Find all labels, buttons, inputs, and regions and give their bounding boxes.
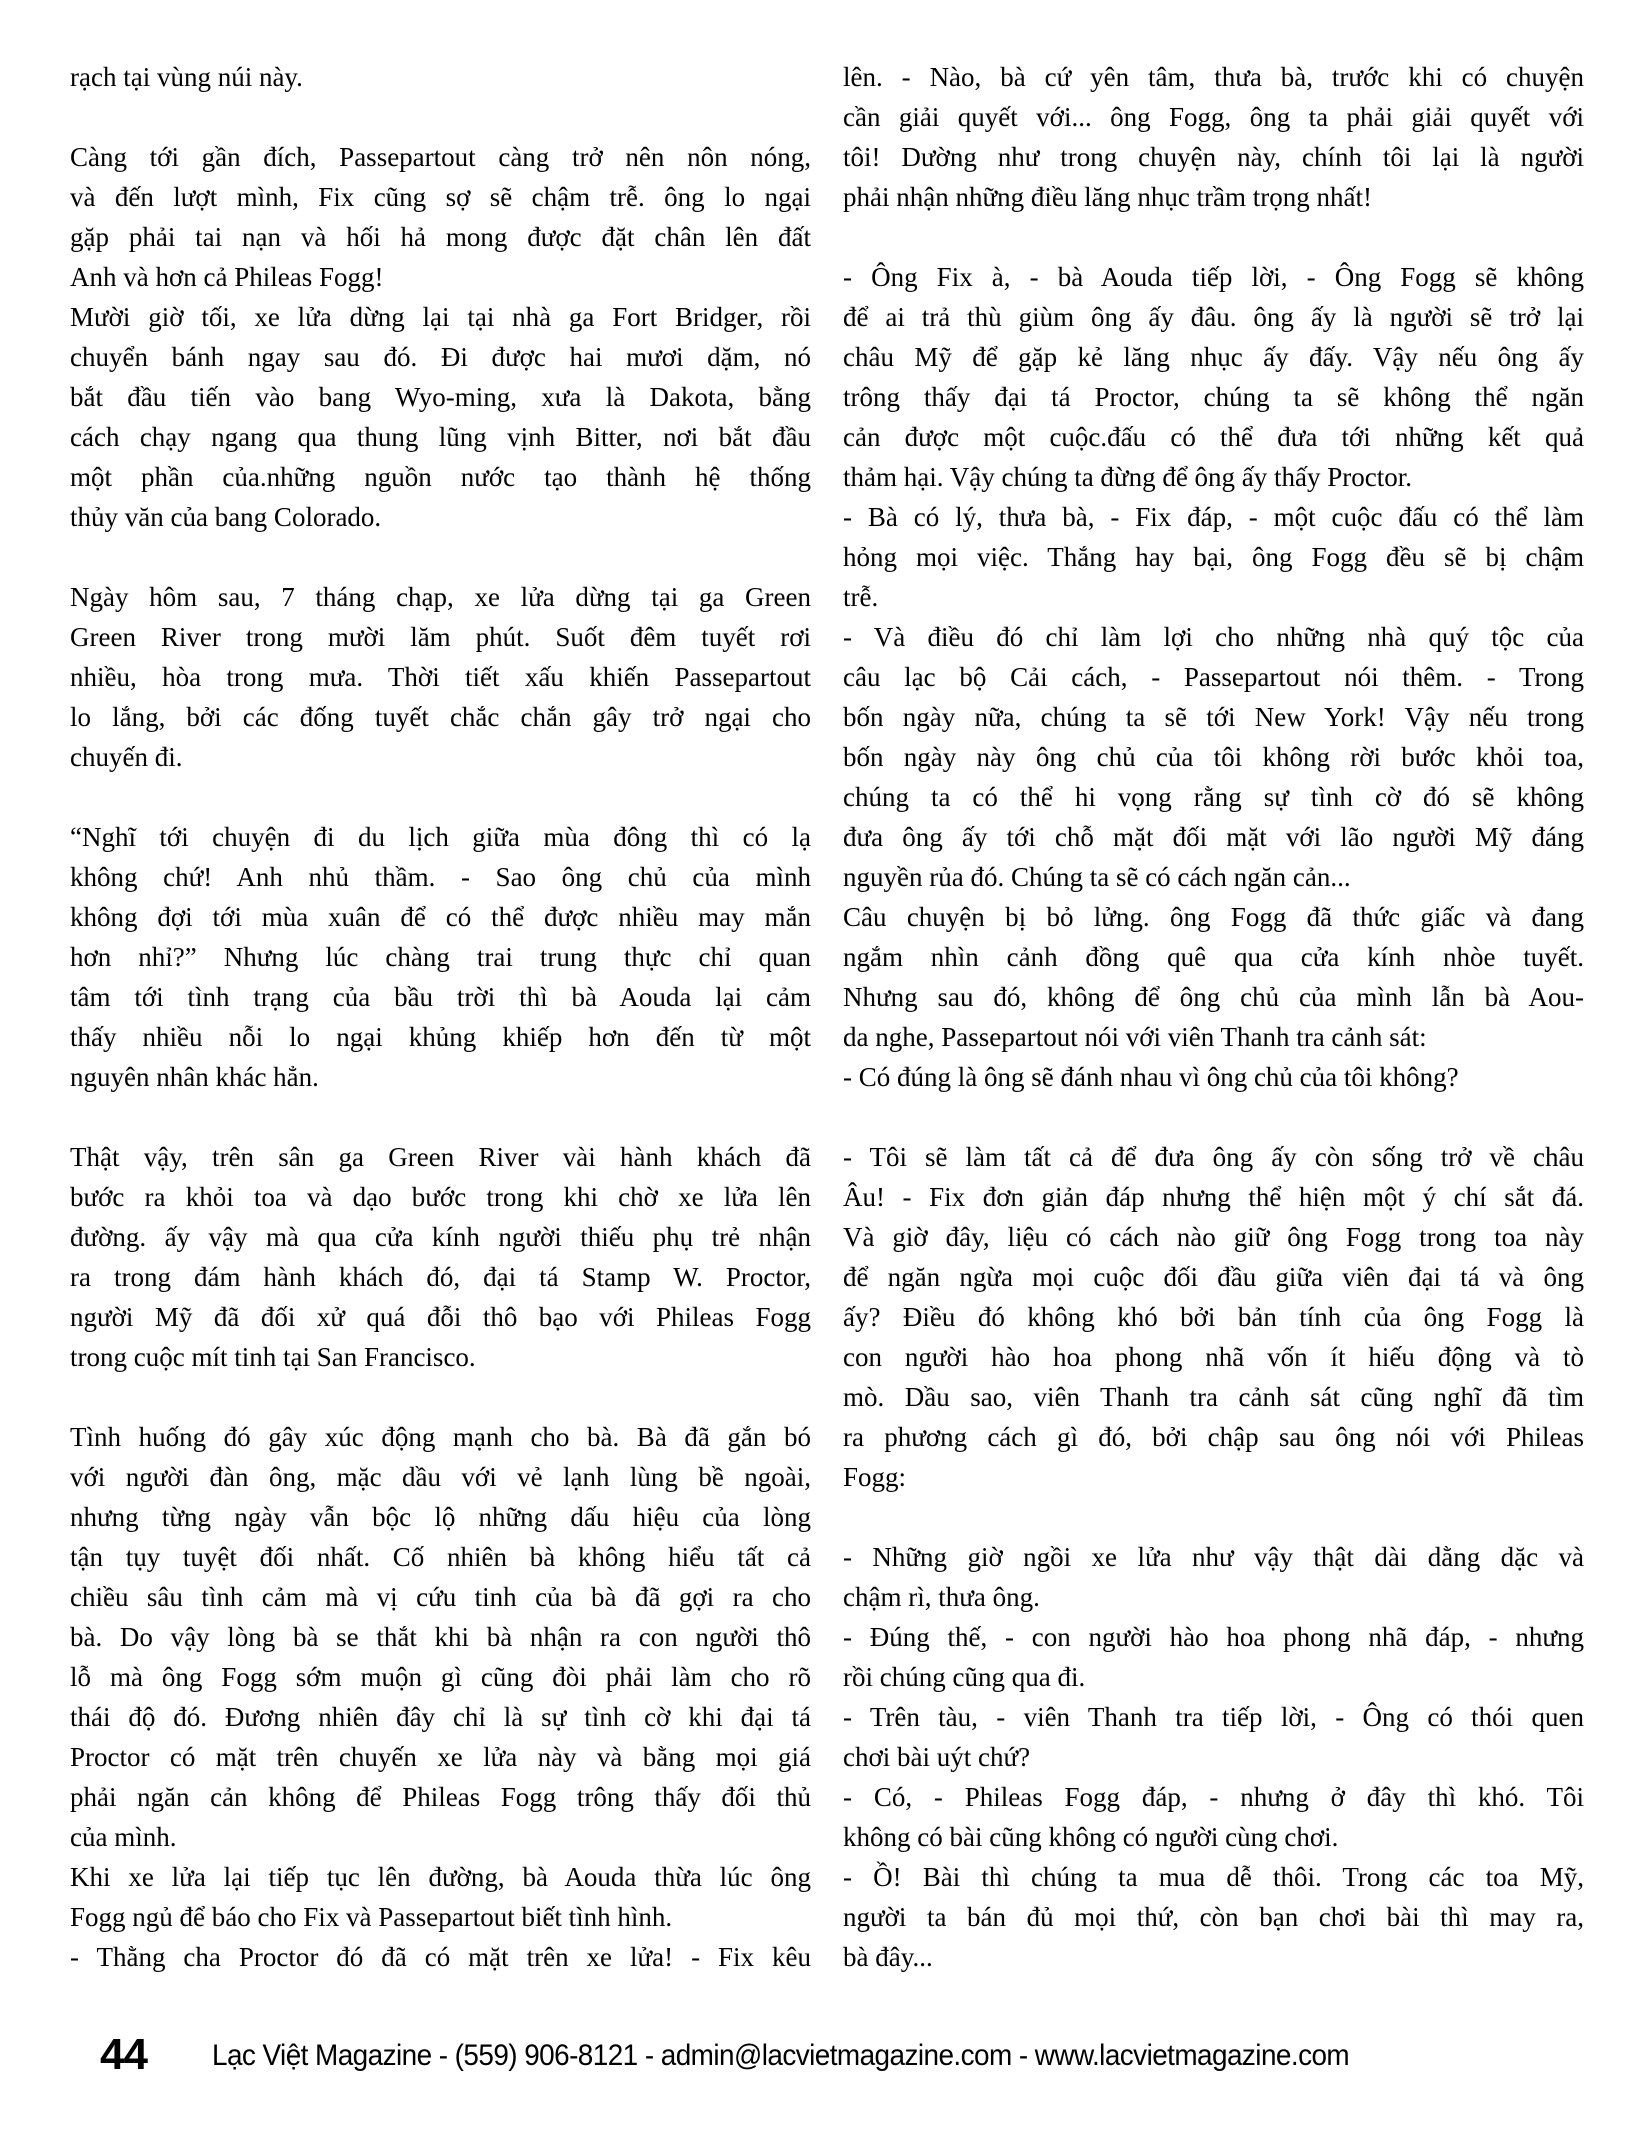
paragraph-gap bbox=[70, 537, 811, 577]
text-line: lo lắng, bởi các đống tuyết chắc chắn gây trở ngại cho bbox=[70, 702, 811, 732]
text-line: - Ồ! Bài thì chúng ta mua dễ thôi. Trong các toa Mỹ, bbox=[843, 1862, 1584, 1892]
text-line: ấy? Điều đó không khó bởi bản tính của ông Fogg là bbox=[843, 1302, 1584, 1332]
text-line: mò. Dầu sao, viên Thanh tra cảnh sát cũng nghĩ đã tìm bbox=[843, 1382, 1584, 1412]
text-line: - Đúng thế, - con người hào hoa phong nhã đáp, - nhưng bbox=[843, 1622, 1584, 1652]
text-line: da nghe, Passepartout nói với viên Thanh tra cảnh sát: bbox=[843, 1022, 1427, 1052]
text-line: thấy nhiều nỗi lo ngại khủng khiếp hơn đến từ một bbox=[70, 1022, 811, 1052]
text-line: Thật vậy, trên sân ga Green River vài hành khách đã bbox=[70, 1142, 811, 1172]
text-line: rạch tại vùng núi này. bbox=[70, 62, 303, 92]
text-line: hỏng mọi việc. Thắng hay bại, ông Fogg đều sẽ bị chậm bbox=[843, 542, 1584, 572]
text-line: gặp phải tai nạn và hối hả mong được đặt chân lên đất bbox=[70, 222, 811, 252]
text-line: để ai trả thù giùm ông ấy đâu. ông ấy là người sẽ trở lại bbox=[843, 302, 1584, 332]
text-line: Proctor có mặt trên chuyến xe lửa này và bằng mọi giá bbox=[70, 1742, 811, 1772]
text-line: bốn ngày này ông chủ của tôi không rời bước khỏi toa, bbox=[843, 742, 1584, 772]
text-line: - Và điều đó chỉ làm lợi cho những nhà quý tộc của bbox=[843, 622, 1584, 652]
footer-info: Lạc Việt Magazine - (559) 906-8121 - admin@lacvietmagazine.com - www.lacvietmagazine.com bbox=[212, 2039, 1350, 2072]
text-line: nhiều, hòa trong mưa. Thời tiết xấu khiến Passepartout bbox=[70, 662, 811, 692]
text-line: nguyên nhân khác hẳn. bbox=[70, 1062, 319, 1092]
text-column-left bbox=[70, 57, 811, 1977]
text-line: đưa ông ấy tới chỗ mặt đối mặt với lão người Mỹ đáng bbox=[843, 822, 1584, 852]
text-line: thủy văn của bang Colorado. bbox=[70, 502, 382, 532]
text-line: Green River trong mười lăm phút. Suốt đêm tuyết rơi bbox=[70, 622, 811, 652]
paragraph-gap bbox=[70, 777, 811, 817]
text-line: tận tụy tuyệt đối nhất. Cố nhiên bà không hiểu tất cả bbox=[70, 1542, 811, 1572]
text-line: - Có đúng là ông sẽ đánh nhau vì ông chủ của tôi không? bbox=[843, 1062, 1459, 1092]
text-line: thái độ đó. Đương nhiên đây chỉ là sự tình cờ khi đại tá bbox=[70, 1702, 811, 1732]
text-line: bắt đầu tiến vào bang Wyo-ming, xưa là Dakota, bằng bbox=[70, 382, 811, 412]
text-line: hơn nhỉ?” Nhưng lúc chàng trai trung thực chỉ quan bbox=[70, 942, 811, 972]
text-line: tôi! Dường như trong chuyện này, chính tôi lại là người bbox=[843, 142, 1584, 172]
text-line: chuyến đi. bbox=[70, 742, 183, 772]
text-line: Tình huống đó gây xúc động mạnh cho bà. Bà đã gắn bó bbox=[70, 1422, 811, 1452]
paragraph-gap bbox=[70, 1377, 811, 1417]
text-line: châu Mỹ để gặp kẻ lăng nhục ấy đấy. Vậy nếu ông ấy bbox=[843, 342, 1584, 372]
text-line: Khi xe lửa lại tiếp tục lên đường, bà Aouda thừa lúc ông bbox=[70, 1862, 811, 1892]
text-line: của mình. bbox=[70, 1822, 177, 1852]
text-line: - Tôi sẽ làm tất cả để đưa ông ấy còn sống trở về châu bbox=[843, 1142, 1584, 1172]
text-line: thảm hại. Vậy chúng ta đừng để ông ấy thấy Proctor. bbox=[843, 462, 1413, 492]
paragraph-gap bbox=[70, 1097, 811, 1137]
paragraph-gap bbox=[843, 1097, 1584, 1137]
text-line: trễ. bbox=[843, 582, 879, 612]
text-line: - Có, - Phileas Fogg đáp, - nhưng ở đây thì khó. Tôi bbox=[843, 1782, 1584, 1812]
text-line: không chứ! Anh nhủ thầm. - Sao ông chủ của mình bbox=[70, 862, 811, 892]
text-line: chiều sâu tình cảm mà vị cứu tinh của bà đã gợi ra cho bbox=[70, 1582, 811, 1612]
text-line: và đến lượt mình, Fix cũng sợ sẽ chậm trễ. ông lo ngại bbox=[70, 182, 811, 212]
text-line: Fogg ngủ để báo cho Fix và Passepartout biết tình hình. bbox=[70, 1902, 673, 1932]
text-line: Fogg: bbox=[843, 1462, 907, 1492]
text-line: không đợi tới mùa xuân để có thể được nhiều may mắn bbox=[70, 902, 811, 932]
text-line: Và giờ đây, liệu có cách nào giữ ông Fogg trong toa này bbox=[843, 1222, 1584, 1252]
text-line: ra phương cách gì đó, bởi chập sau ông nói với Phileas bbox=[843, 1422, 1584, 1452]
text-line: bước ra khỏi toa và dạo bước trong khi chờ xe lửa lên bbox=[70, 1182, 811, 1212]
text-line: cách chạy ngang qua thung lũng vịnh Bitter, nơi bắt đầu bbox=[70, 422, 811, 452]
paragraph-gap bbox=[70, 97, 811, 137]
text-line: trong cuộc mít tinh tại San Francisco. bbox=[70, 1342, 476, 1372]
text-line: Ngày hôm sau, 7 tháng chạp, xe lửa dừng tại ga Green bbox=[70, 582, 811, 612]
text-line: chuyển bánh ngay sau đó. Đi được hai mươi dặm, nó bbox=[70, 342, 811, 372]
text-line: chậm rì, thưa ông. bbox=[843, 1582, 1040, 1612]
text-line: không có bài cũng không có người cùng chơi. bbox=[843, 1822, 1339, 1852]
text-line: bà đây... bbox=[843, 1942, 933, 1972]
text-line: con người hào hoa phong nhã vốn ít hiếu động và tò bbox=[843, 1342, 1584, 1372]
text-column-right bbox=[843, 57, 1584, 1977]
text-line: - Thằng cha Proctor đó đã có mặt trên xe lửa! - Fix kêu bbox=[70, 1942, 811, 1972]
text-line: ngắm nhìn cảnh đồng quê qua cửa kính nhòe tuyết. bbox=[843, 942, 1584, 972]
text-line: Nhưng sau đó, không để ông chủ của mình lẫn bà Aou- bbox=[843, 982, 1584, 1012]
text-line: câu lạc bộ Cải cách, - Passepartout nói thêm. - Trong bbox=[843, 662, 1584, 692]
paragraph-gap bbox=[843, 1497, 1584, 1537]
text-line: rồi chúng cũng qua đi. bbox=[843, 1662, 1086, 1692]
footer-bar bbox=[0, 2026, 1650, 2090]
text-line: ra trong đám hành khách đó, đại tá Stamp W. Proctor, bbox=[70, 1262, 811, 1292]
text-line: Mười giờ tối, xe lửa dừng lại tại nhà ga Fort Bridger, rồi bbox=[70, 302, 811, 332]
text-line: “Nghĩ tới chuyện đi du lịch giữa mùa đông thì có lạ bbox=[70, 822, 811, 852]
text-line: lỗ mà ông Fogg sớm muộn gì cũng đòi phải làm cho rõ bbox=[70, 1662, 811, 1692]
text-line: với người đàn ông, mặc dầu với vẻ lạnh lùng bề ngoài, bbox=[70, 1462, 811, 1492]
text-line: bốn ngày nữa, chúng ta sẽ tới New York! Vậy nếu trong bbox=[843, 702, 1584, 732]
text-line: Âu! - Fix đơn giản đáp nhưng thể hiện một ý chí sắt đá. bbox=[843, 1182, 1584, 1212]
text-line: - Những giờ ngồi xe lửa như vậy thật dài dằng dặc và bbox=[843, 1542, 1584, 1572]
text-line: để ngăn ngừa mọi cuộc đối đầu giữa viên đại tá và ông bbox=[843, 1262, 1584, 1292]
text-line: nhưng từng ngày vẫn bộc lộ những dấu hiệu của lòng bbox=[70, 1502, 811, 1532]
text-line: - Ông Fix à, - bà Aouda tiếp lời, - Ông Fogg sẽ không bbox=[843, 262, 1584, 292]
text-line: đường. ấy vậy mà qua cửa kính người thiếu phụ trẻ nhận bbox=[70, 1222, 811, 1252]
text-line: - Bà có lý, thưa bà, - Fix đáp, - một cuộc đấu có thể làm bbox=[843, 502, 1584, 532]
text-line: trông thấy đại tá Proctor, chúng ta sẽ không thể ngăn bbox=[843, 382, 1584, 412]
text-line: một phần của.những nguồn nước tạo thành hệ thống bbox=[70, 462, 811, 492]
text-line: Càng tới gần đích, Passepartout càng trở nên nôn nóng, bbox=[70, 142, 811, 172]
text-line: người ta bán đủ mọi thứ, còn bạn chơi bài thì may ra, bbox=[843, 1902, 1584, 1932]
text-line: bà. Do vậy lòng bà se thắt khi bà nhận ra con người thô bbox=[70, 1622, 811, 1652]
text-line: tâm tới tình trạng của bầu trời thì bà Aouda lại cảm bbox=[70, 982, 811, 1012]
text-line: chúng ta có thể hi vọng rằng sự tình cờ đó sẽ không bbox=[843, 782, 1584, 812]
text-line: Câu chuyện bị bỏ lửng. ông Fogg đã thức giấc và đang bbox=[843, 902, 1584, 932]
text-line: lên. - Nào, bà cứ yên tâm, thưa bà, trước khi có chuyện bbox=[843, 62, 1584, 92]
text-line: cản được một cuộc.đấu có thể đưa tới những kết quả bbox=[843, 422, 1584, 452]
text-line: phải ngăn cản không để Phileas Fogg trông thấy đối thủ bbox=[70, 1782, 811, 1812]
page-number: 44 bbox=[100, 2030, 147, 2079]
text-line: người Mỹ đã đối xử quá đỗi thô bạo với Phileas Fogg bbox=[70, 1302, 811, 1332]
text-line: cần giải quyết với... ông Fogg, ông ta phải giải quyết với bbox=[843, 102, 1584, 132]
text-line: chơi bài uýt chứ? bbox=[843, 1742, 1031, 1772]
text-line: nguyền rủa đó. Chúng ta sẽ có cách ngăn cản... bbox=[843, 862, 1351, 892]
text-line: - Trên tàu, - viên Thanh tra tiếp lời, - Ông có thói quen bbox=[843, 1702, 1584, 1732]
text-line: phải nhận những điều lăng nhục trầm trọng nhất! bbox=[843, 182, 1373, 212]
paragraph-gap bbox=[843, 217, 1584, 257]
text-line: Anh và hơn cả Phileas Fogg! bbox=[70, 262, 384, 292]
